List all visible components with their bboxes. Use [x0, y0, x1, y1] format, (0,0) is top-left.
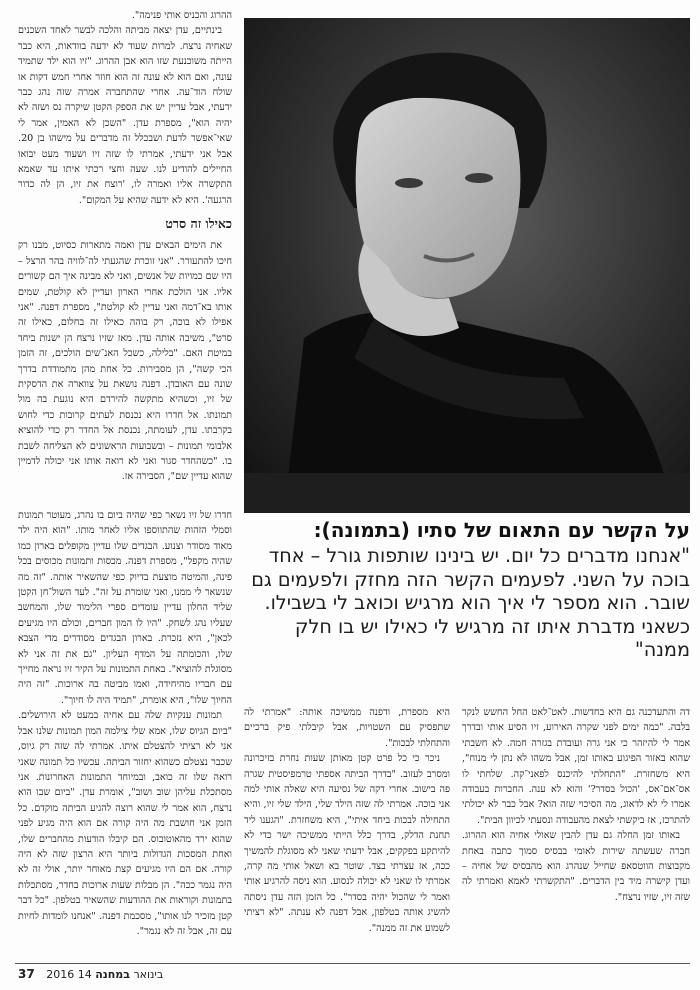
issue-date: 2016 14 בינואר — [46, 968, 164, 981]
paragraph: בינתיים, עדן יצאה מביתה והלכה לבשר לאחד השכנים שאחיה נרצח. למרות שעוד לא ידעה בוודאות, היא כבר הייתה משוכנעת שזו הוא אבן ההרוג. "זיו הוא ילד שתמיד עונה, ואם הוא לא עונה זה הוא חוזר אחרי חמש דקות או שולח הוד־עה. אחרי שהתחברה אמרה שזה נהג כבר ידעתי, אבל עדיין יש את הספק הקטן שיקרה נס ושזה לא יהיה הוא", מספרת עדן. "השכן לא האמין, אמר לי שאי־אפשר לדעת ושבכלל זה מדברים על מישהו בן 20. אבל אני ידעתי, אמרתי לו שזה זיו ושעוד מעט יבואו החיילים להודיע לנו. שעה וחצי רכתי איתו עד שאמא התקשרה אליו ואמרה לו, 'רוצח את זיו, הן לה כדור הרגעה'. היא לא ידעה שהיא על המקום". — [18, 25, 232, 206]
paragraph: תמונות ענקיות שלה עם אחיה במעט לא הירושלים. "ביום הגיוס שלו, אמא שלי צילמה המון תמונות שלנו אבל אני לא רציתי להצטלם איתו. אמרתי לה שזה רק גיוס, שכבר נצטלם כשהוא יחזור הביתה. עכשיו כל תמונה שאני רואה שלו זה כואב, ובמיוחד התמונות האחרונות. אני מסתכלת עליהן שוב ושוב", אומרת עדן. "ביום שבו הוא נרצח, הוא אמר לי שהוא רוצה להגיע הביתה מוקדם. כל הזמן אני חושבת מה היה קורה אם הוא היה מגיע לפני שהוא ירד מהאוטובוס. הם קיבלו הודעות מהחברים שלו, ואחת המסכות הגדולות ביותר היא הרצון שזה לא היה קורה. אם הם היו מגיעים קצת מאוחר יותר, אולי זה לא היה נגמר ככה". הן מבלות שעות ארוכות בחדר, מסתכלות בתמונות וקוראות את ההודעות שהשאיר בטלפון. "כל דבר קטן מזכיר לנו אותו", מסכמת דפנה. "אנחנו לומדות לחיות עם זה, אבל זה לא נגמר". — [18, 710, 232, 937]
photo-caption — [244, 518, 690, 662]
section-subhead: כאילו זה סרט — [165, 216, 232, 232]
article-column-right — [18, 8, 232, 506]
page-footer — [18, 967, 163, 981]
page-number: 37 — [18, 967, 35, 981]
article-column-middle — [18, 508, 232, 960]
portrait-photo — [244, 18, 690, 513]
footer-rule — [15, 963, 690, 964]
paragraph: ההרוג והכניס אותי פנימה". — [131, 10, 232, 21]
paragraph: את הימים הבאים עדן ואמה מתארות כסיוט, מבנו רק חיכו להתעורר. "אני זוכרת שהגעתי לה־לוויה בהר הרצל – היו שם כמויות של אנשים, ואני לא מבינה איך הם קשורים אליו. אני הולכת אחרי הארון ועדיין לא קולטת, שמים אותו בא־דמה ואני עדיין לא קולטת", מספרת דפנה. "אני אפילו לא בוכה, רק בוהה כאילו זה בחלום, כאילו זה סרט", משיבה אותה עדן. מאז שזיו נרצח הן ישנות ביחד במיטת האם. "בלילה, כשכל האנ־שים הולכים, זה הזמן הכי קשה", הן מסבירות. כל אחת מהן מתמודדת בדרך שונה עם האובדן. דפנה נושאת על צווארה את הדסקית של זיו, וכשהיא מתקשה להירדם היא נוגעת בה מול תמונתו. אל חדרו היא נכנסת לעתים קרובות כדי לחוש בקרבתו. עדן, לעומתה, נכנסת אל החדר רק כדי להוציא אלבומי תמונות – ובשבועות הראשונים לא הצליחה לשבת בו. "כשהחדר סגור ואני לא רואה אותו אני יכולה לדמיין שהוא עדיין שם", הסבירה אז. — [18, 240, 232, 483]
paragraph: ניכר כי כל פרט קטן מאותן שעות נחרת בזיכרונה ומסרב לעזוב. "בדרך הביתה אספתי טרמפיסטית שגרה פה בישוב. אחרי דקה של נסיעה היא שאלה אותי למה אני בוכה. אמרתי לה שזה הילד שלי, הילד שלי זיו, והיא התחילה לבכות ביחד איתי", היא משחזרת. "הגענו ליד תחנת הדלק, בדרך כלל הייתי ממשיכה ישר כדי לא להיתקע בפקקים, אבל ידעתי שאני לא מסוגלת להמשיך ככה, אז עצרתי בצד. שוטר בא ושאל אותי מה קרה, אמרתי לו שאני לא יכולה לנסוע. הוא ניסה להרגיע אותי ואמר לי שהכול יהיה בסדר". כל הזמן הזה עדן ניסתה להשיג אותה בטלפון, אבל דפנה לא ענתה. "לא רציתי לשמוע את זה ממנה". — [244, 753, 450, 934]
paragraph: היא מספרת, ודפנה ממשיכה אותה: "אמרתי לה שתפסיק עם השטויות, אבל קיבלתי פיק ברכיים והתחלתי לבכות". — [244, 707, 450, 749]
article-column-center — [244, 705, 450, 960]
article-column-left — [462, 705, 690, 960]
portrait-illustration — [244, 18, 690, 513]
paragraph: דה והתעדכנה גם היא בחדשות. לאט־לאט החל החשש לנקר בלבה. "כמה ימים לפני שקרה האירוע, זיו הסיע אותי ובדרך אמר לי להיזהר כי אני גרה ועובדת בגזרה חמה. לא חשבתי שהוא באזור הפיגוע באותו זמן, אבל משהו לא נתן לי מנוח", היא משחזרת. "התחלתי להיכנס לפאני־קה. שלחתי לו אס־אם־אס, 'הכול בסדר?' והוא לא ענה. החברות בעבודה אמרו לי לא לדאוג, מה הסיכוי שזה הוא? אבל כבר לא יכולתי להתרכז, אז ביקשתי לצאת מהעבודה ונסעתי לכיוון הבית". — [462, 707, 690, 826]
masthead: במחנה — [95, 968, 130, 981]
caption-lead: על הקשר עם התאום של סתיו (בתמונה): — [313, 518, 690, 542]
caption-quote: "אנחנו מדברים כל יום. יש בינינו שותפות גורל – אחד בוכה על השני. לפעמים הקשר הזה מחזק ולפעמים גם שובר. הוא מספר לי איך הוא מרגיש וכואב לי בשבילו. כשאני מדברת איתו זה מרגיש לי כאילו יש בו חלק ממנה" — [251, 544, 690, 662]
paragraph: באותו זמן החלה גם עדן להבין שאולי אחיה הוא ההרוג. חברה שעשתה שירות לאומי בבסיס סמוך כתבה באחת מקבוצות הווטסאפ שחייל שנהרג הוא מהבסיס של אחיה – ועדן קישרה מיד בין הדברים. "התקשרתי לאמא ואמרתי לה שזה זיו, שזיו נרצח". — [462, 830, 690, 903]
paragraph: חדרו של זיו נשאר כפי שהיה ביום בו נהרג, מעוטר תמונות וסמלי הזהות שהתווספו אליו לאחר מותו. "הוא היה ילד מאוד מסודר וצנוע. הבגדים שלו עדיין מקופלים בארון כמו שהיה מקפל", מספרת דפנה. מכסות ותמונות מכוסים בכל פינה, והמיטה מוצעת בדיוק כפי שהשאיר אותה. "זה מה שנשאר לי ממנו, ואני שומרת על זה". לעד השול־חן הקטן שליד החלון עדיין עומדים ספרי הלימוד שלו, והמחשב שעליו נהג לשחק. "היו לו המון חברים, וכולם היו מגיעים לכאן", היא נזכרת. בארון הבגדים מסודרים מדי הצבא שלו, והכומתה על המדף העליון. "גם את זה אני לא מסוגלת להוציא". באחת התמונות על הקיר זיו נראה מחייך עם חבריו מהיחידה, ואמו מביטה בה ארוכות. "זה היה החיוך שלו", היא אומרת, "תמיד היה לו חיוך". — [18, 510, 232, 706]
